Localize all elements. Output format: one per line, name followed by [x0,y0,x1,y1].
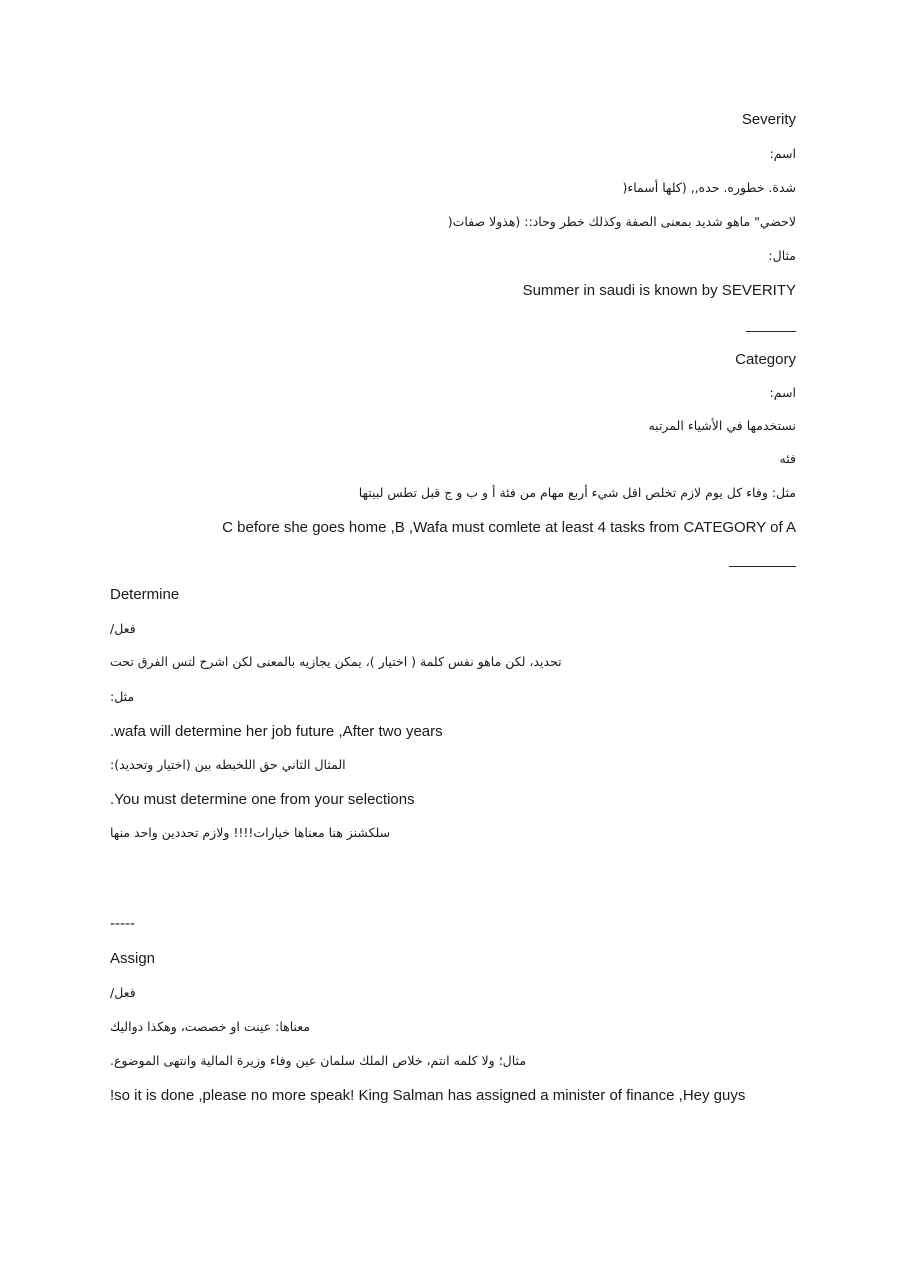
assign-example-ar: مثال؛ ولا كلمه انتم، خلاص الملك سلمان عين وفاء وزيرة المالية وانتهى الموضوع. [110,1053,527,1068]
severity-noun-label: اسم: [769,146,796,161]
determine-heading: Determine [110,586,180,603]
determine-divider: ----- [110,915,135,932]
determine-meaning: تحديد، لكن ماهو نفس كلمة ( اختيار )، يمكن يجازيه بالمعنى لكن اشرح لتس الفرق تحت [110,654,562,669]
determine-example2-label: المثال الثاني حق اللخبطه بين (اختيار وتحديد): [110,757,346,772]
assign-heading: Assign [110,950,156,967]
determine-example2: .You must determine one from your selections [110,791,415,808]
assign-meaning: معناها: عينت او خصصت، وهكذا دواليك [110,1019,311,1034]
determine-example2-note: سلكشنز هنا معناها خيارات!!!! ولازم تحددين واحد منها [110,825,391,840]
severity-example: Summer in saudi is known by SEVERITY [522,282,796,299]
category-divider: ________ [729,551,796,568]
severity-note: لاحضي" ماهو شديد بمعنى الصفة وكذلك خطر وحاد:: (هذولا صفات( [447,214,796,229]
assign-verb-label: فعل/ [110,985,136,1000]
determine-example1: .wafa will determine her job future ,After two years [110,723,443,740]
category-example-ar: مثل: وفاء كل يوم لازم تخلص اقل شيء أربع مهام من فئة أ و ب و ج قبل تطس لبيتها [358,485,796,500]
severity-example-label: مثال: [768,248,796,263]
assign-example-en: !so it is done ,please no more speak! King Salman has assigned a minister of finance ,Hey guys [110,1087,746,1104]
determine-example-label: مثل: [110,689,135,704]
category-example-en: C before she goes home ,B ,Wafa must comlete at least 4 tasks from CATEGORY of A [222,519,796,536]
severity-divider: ______ [745,316,796,333]
category-meaning: فئه [779,451,796,466]
category-usage: نستخدمها في الأشياء المرتبه [648,418,796,433]
severity-heading: Severity [741,111,796,128]
severity-meanings: شدة. خطوره. حده,, (كلها أسماء( [622,180,796,195]
category-heading: Category [735,351,796,368]
category-noun-label: اسم: [769,385,796,400]
determine-verb-label: فعل/ [110,621,136,636]
